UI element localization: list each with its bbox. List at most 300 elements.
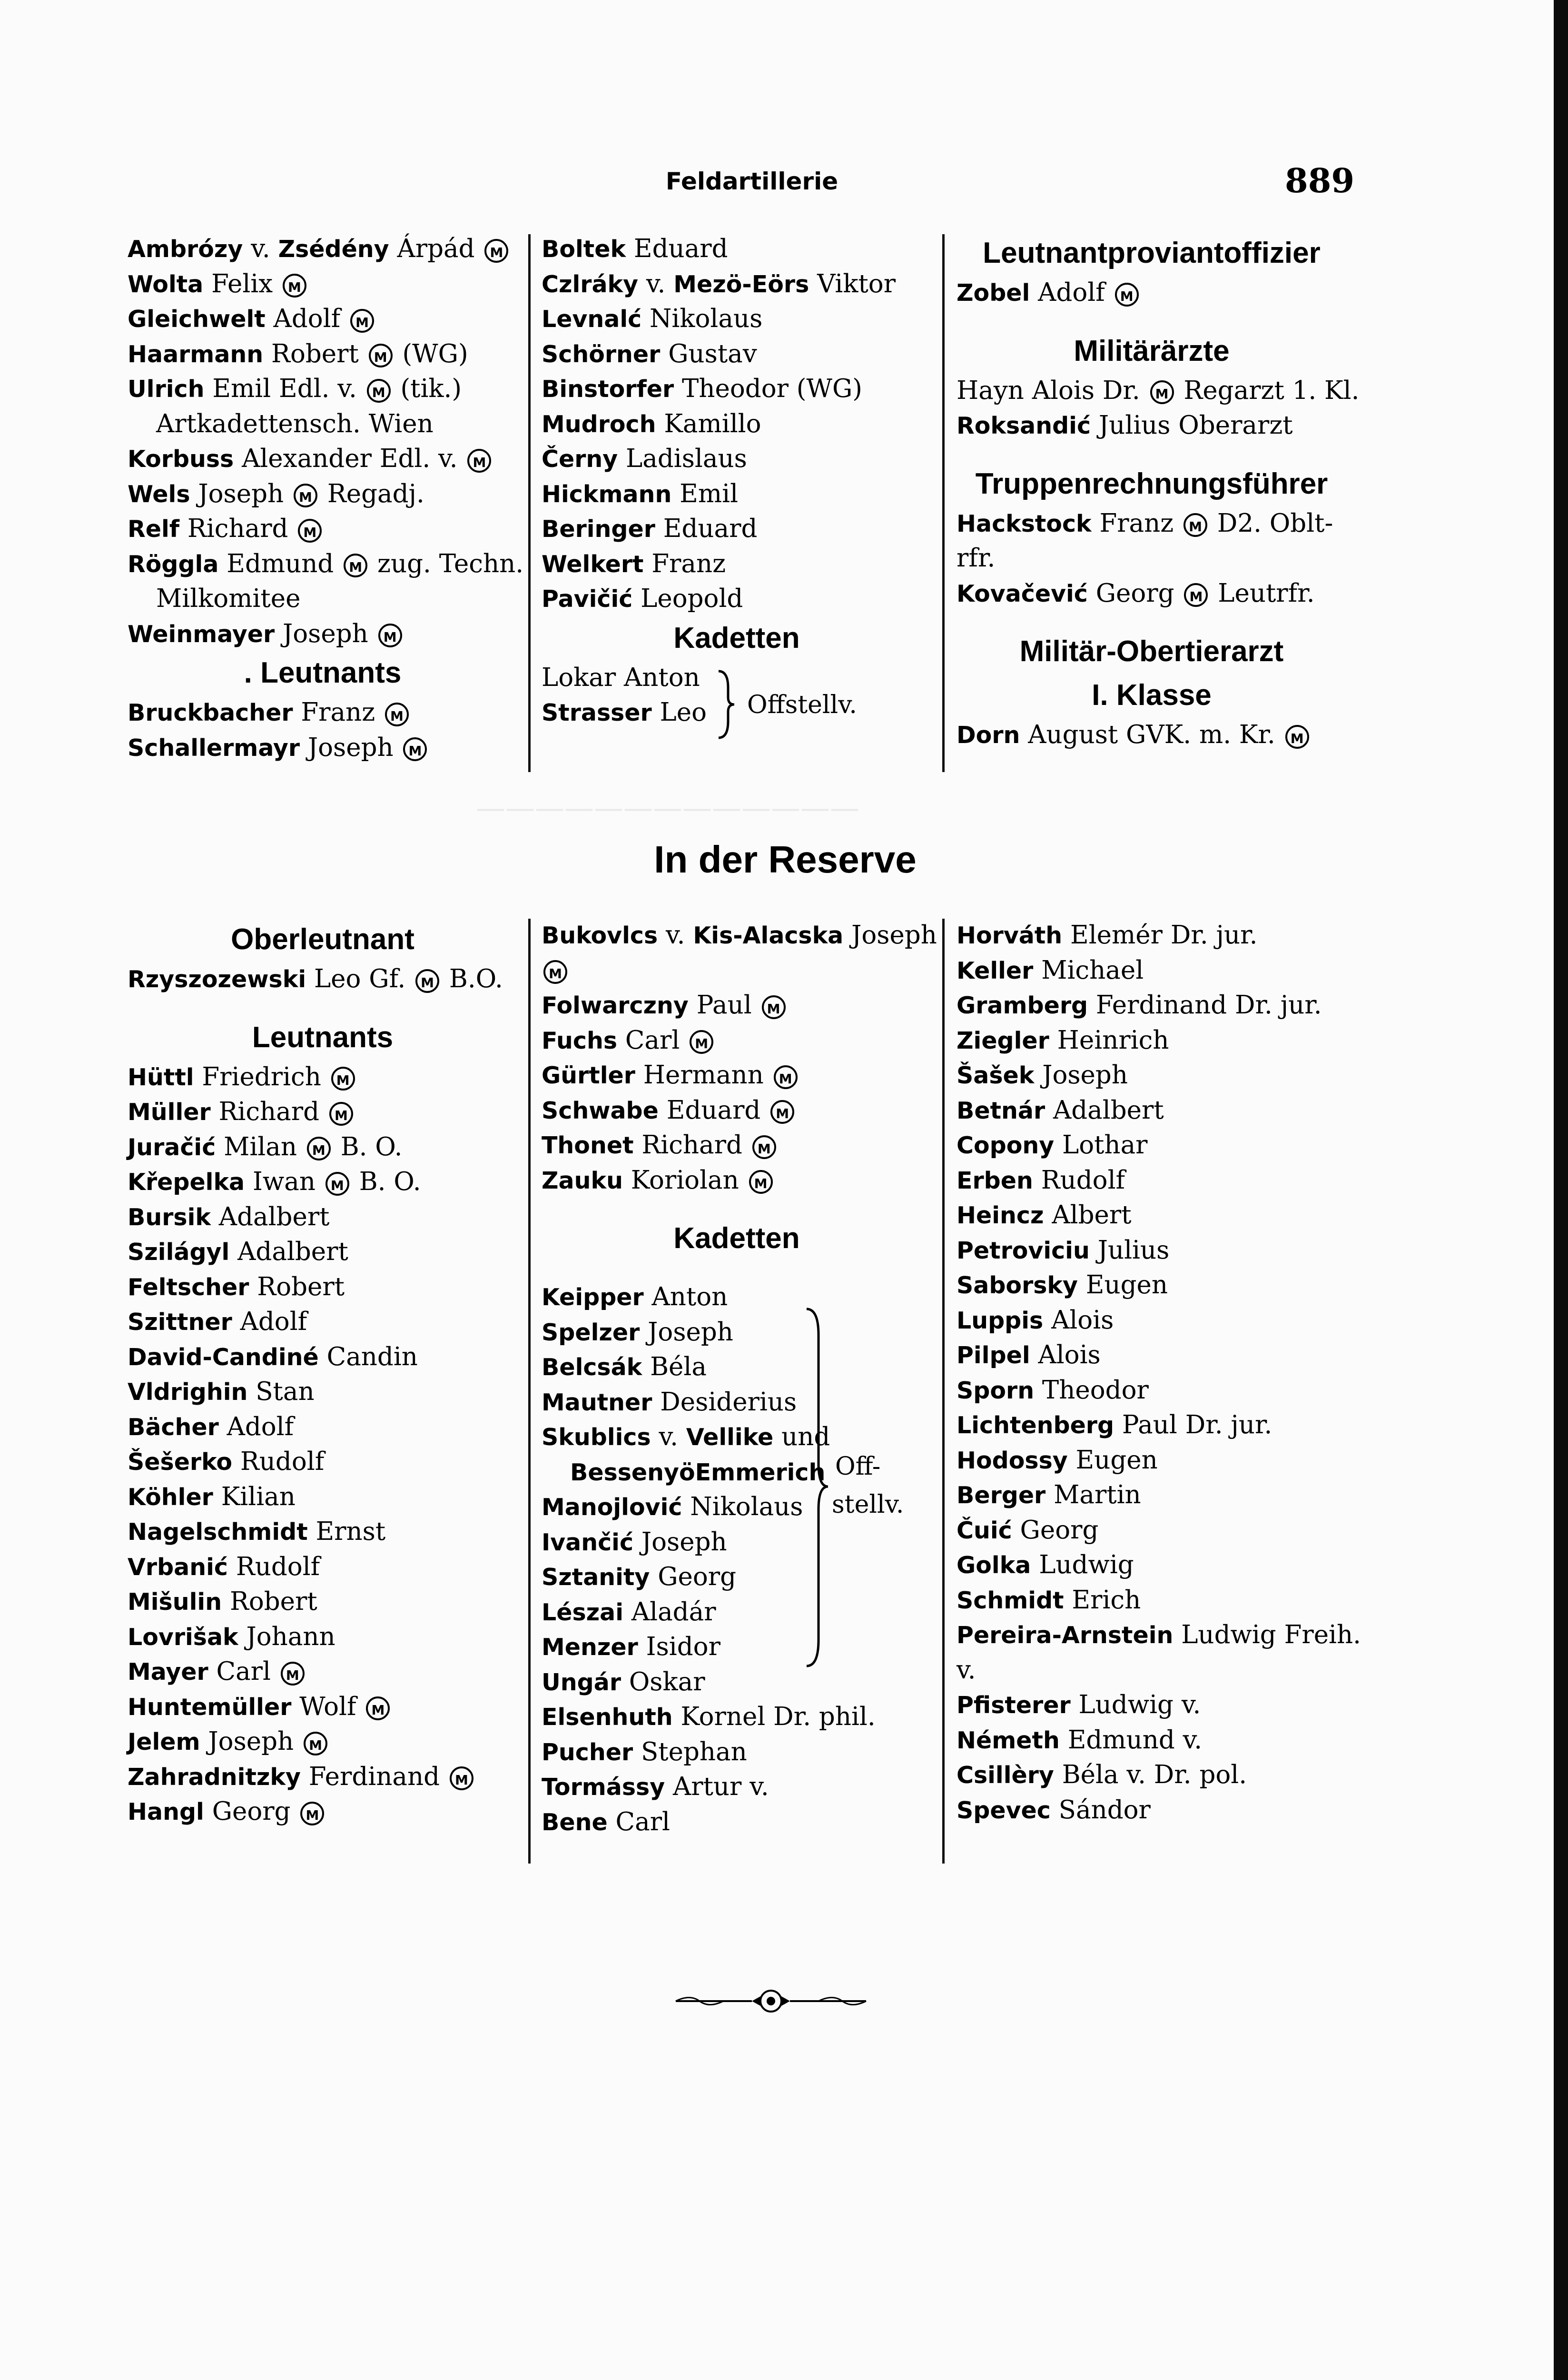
- roster-entry: [957, 1478, 1347, 1513]
- section-heading: Kadetten: [673, 621, 800, 654]
- name-text: Candin: [318, 1342, 418, 1371]
- surname: Korbuss: [128, 446, 234, 473]
- roster-entry: [128, 1514, 518, 1549]
- circled-m-icon: M: [690, 1030, 713, 1054]
- name-text: Ludwig Freih.: [1173, 1620, 1361, 1649]
- name-text: v.: [658, 921, 693, 950]
- name-text: Ferdinand Dr. jur.: [1088, 991, 1322, 1020]
- top-column-1: [128, 231, 524, 765]
- surname: Schmidt: [957, 1587, 1064, 1614]
- surname: Šašek: [957, 1062, 1035, 1089]
- surname: Huntemüller: [128, 1693, 292, 1721]
- surname: Wolta: [128, 270, 204, 298]
- circled-m-icon: M: [1183, 513, 1207, 537]
- roster-entry: [957, 1023, 1347, 1058]
- circled-m-icon: M: [367, 379, 391, 403]
- brace-icon: [804, 1307, 833, 1668]
- name-text: Edmund v.: [1059, 1725, 1203, 1755]
- roster-entry: [128, 1339, 518, 1375]
- roster-entry: [128, 1304, 518, 1339]
- roster-entry: [957, 1793, 1347, 1828]
- surname: Röggla: [128, 550, 219, 578]
- roster-entry: [128, 1759, 518, 1795]
- name-text: Paul: [688, 991, 760, 1020]
- name-text: Adolf: [232, 1307, 307, 1336]
- roster-entry: [957, 918, 1347, 953]
- surname: Bukovlcs: [542, 922, 658, 949]
- surname: Köhler: [128, 1483, 213, 1511]
- roster-entry: [542, 1163, 932, 1198]
- name-text: Theodor: [1034, 1375, 1149, 1405]
- rank-note: (tik.): [392, 374, 462, 403]
- circled-m-icon: M: [325, 1172, 349, 1196]
- surname: Ulrich: [128, 376, 205, 403]
- name-text: Felix: [203, 269, 281, 298]
- roster-entry: [542, 231, 932, 267]
- name-text: Joseph: [190, 479, 292, 508]
- roster-entry: [128, 301, 518, 337]
- surname: Lészai: [542, 1598, 624, 1626]
- roster-entry: [128, 1374, 518, 1409]
- name-text: Eduard: [626, 234, 728, 263]
- circled-m-icon: M: [298, 519, 322, 543]
- circled-m-icon: M: [350, 309, 374, 333]
- surname: Thonet: [542, 1132, 634, 1159]
- name-text: Ludwig: [1031, 1550, 1134, 1579]
- roster-entry: [957, 1617, 1361, 1653]
- roster-entry: [542, 1058, 932, 1093]
- name-text: Richard: [179, 514, 296, 543]
- rank-note: B. O.: [332, 1132, 403, 1161]
- circled-m-icon: M: [304, 1732, 327, 1755]
- name-text: Robert: [249, 1272, 345, 1301]
- roster-entry: [957, 541, 1347, 576]
- name-text: Joseph: [633, 1527, 727, 1557]
- name-text: Adolf: [218, 1412, 294, 1441]
- roster-entry: [128, 1409, 518, 1445]
- spacer: [957, 443, 1347, 462]
- roster-entry: [542, 1699, 932, 1735]
- section-heading: Leutnants: [252, 1021, 394, 1054]
- roster-entry: [128, 1794, 518, 1829]
- surname: Rzyszozewski: [128, 966, 306, 993]
- surname: Belcsák: [542, 1354, 642, 1381]
- roster-entry: [957, 1513, 1347, 1548]
- circled-m-icon: M: [752, 1135, 776, 1159]
- name-text: Rudolf: [1033, 1165, 1125, 1195]
- circled-m-icon: M: [283, 274, 306, 298]
- name-text: Gustav: [660, 339, 757, 368]
- rank-note: Regarzt 1. Kl.: [1175, 376, 1360, 405]
- roster-entry: [957, 1723, 1347, 1758]
- name-text: Richard: [633, 1130, 750, 1160]
- surname: Jelem: [128, 1728, 200, 1755]
- running-head: Feldartillerie: [665, 168, 838, 195]
- roster-entry: [542, 371, 932, 407]
- column-rule: [528, 234, 531, 772]
- name-text: v.: [638, 269, 674, 298]
- name-text: Hermann: [635, 1061, 772, 1090]
- roster-entry: [957, 506, 1347, 541]
- name-text: Martin: [1045, 1480, 1141, 1509]
- circled-m-icon: M: [1115, 283, 1139, 307]
- surname: Binstorfer: [542, 376, 674, 403]
- name-text: Oskar: [621, 1667, 705, 1696]
- roster-entry: [957, 1163, 1347, 1198]
- surname: Lichtenberg: [957, 1412, 1114, 1439]
- name-text: Heinrich: [1049, 1025, 1169, 1055]
- name-text: Milkomitee: [156, 584, 301, 613]
- surname: Zobel: [957, 279, 1030, 307]
- name-text: Stan: [247, 1377, 315, 1406]
- roster-entry: [128, 581, 518, 616]
- name-text: Eduard: [658, 1095, 769, 1125]
- name-text: Nikolaus: [641, 304, 763, 333]
- brace-label: Off-: [835, 1452, 881, 1481]
- surname: Elsenhuth: [542, 1704, 673, 1731]
- name-text: Béla: [642, 1352, 707, 1381]
- name-text: Lothar: [1054, 1130, 1148, 1160]
- section-title-reserve: In der Reserve: [654, 838, 917, 881]
- scan-edge-right: [1554, 0, 1568, 2380]
- surname: Csillèry: [957, 1762, 1054, 1789]
- name-text: Ladislaus: [618, 444, 747, 473]
- roster-entry: [542, 301, 932, 337]
- surname: Strasser: [542, 699, 652, 726]
- roster-entry: [957, 1583, 1347, 1618]
- name-text: Johann: [238, 1622, 335, 1651]
- rank-note: Leutrfr.: [1210, 578, 1315, 608]
- surname: Zauku: [542, 1167, 623, 1194]
- circled-m-icon: M: [344, 554, 367, 577]
- name-text: Robert: [263, 339, 367, 368]
- roster-entry: [128, 1094, 518, 1130]
- name-text: Kamillo: [656, 409, 761, 438]
- name-text: Paul Dr. jur.: [1114, 1410, 1272, 1439]
- name-text: Rudolf: [232, 1447, 325, 1476]
- name-text: Edmund: [218, 549, 342, 578]
- roster-entry: [542, 1595, 932, 1630]
- surname: Betnár: [957, 1097, 1045, 1124]
- surname: Hangl: [128, 1798, 204, 1825]
- roster-entry: [957, 373, 1360, 408]
- roster-entry: [957, 408, 1347, 443]
- name-text: Carl: [208, 1657, 279, 1686]
- roster-entry: [128, 1479, 518, 1515]
- surname: Spelzer: [542, 1319, 640, 1346]
- circled-m-icon: M: [762, 995, 786, 1019]
- roster-entry: [128, 1724, 518, 1759]
- name-text: Eugen: [1077, 1270, 1168, 1299]
- name-text: Erich: [1064, 1585, 1141, 1615]
- section-heading: Oberleutnant: [231, 923, 414, 956]
- surname: Mezö-Eörs: [673, 270, 809, 298]
- rank-note: D2. Oblt-: [1209, 508, 1333, 538]
- roster-entry: [128, 371, 518, 407]
- bottom-column-2: [542, 918, 937, 1839]
- name-text: Elemér Dr. jur.: [1062, 921, 1258, 950]
- name-text: August GVK. m. Kr.: [1020, 720, 1283, 749]
- name-text: v.: [243, 234, 278, 263]
- name-text: Ferdinand: [300, 1762, 448, 1791]
- circled-m-icon: M: [403, 737, 427, 761]
- surname: Welkert: [542, 550, 644, 578]
- roster-entry: [957, 1093, 1347, 1128]
- name-text: v.: [651, 1422, 686, 1451]
- roster-entry: [957, 1198, 1347, 1233]
- roster-entry: [542, 953, 932, 988]
- roster-entry: [128, 267, 518, 302]
- roster-entry: [128, 1060, 518, 1095]
- name-text: rfr.: [957, 544, 996, 573]
- surname: Pilpel: [957, 1342, 1030, 1369]
- name-text: Leo Gf.: [306, 964, 414, 993]
- roster-entry: [128, 1584, 518, 1619]
- circled-m-icon: M: [329, 1102, 353, 1126]
- circled-m-icon: M: [366, 1696, 390, 1720]
- surname: Ivančić: [542, 1528, 634, 1556]
- surname: Levnalć: [542, 306, 642, 333]
- column-rule: [528, 919, 531, 1864]
- surname: Erben: [957, 1167, 1033, 1194]
- surname: Vldrighin: [128, 1378, 248, 1406]
- surname: Németh: [957, 1726, 1060, 1754]
- roster-entry: [542, 407, 932, 442]
- surname: BessenyöEmmerich: [570, 1458, 826, 1486]
- spacer: [957, 611, 1347, 630]
- roster-entry: [957, 576, 1347, 611]
- name-text: Joseph: [843, 921, 937, 950]
- name-text: Joseph: [200, 1727, 302, 1756]
- name-text: Adalbert: [1045, 1095, 1164, 1125]
- surname: Křepelka: [128, 1169, 245, 1196]
- roster-entry: [128, 616, 518, 652]
- name-text: Julius Oberarzt: [1091, 411, 1293, 440]
- surname: Copony: [957, 1132, 1055, 1159]
- section-heading: Truppenrechnungsführer: [975, 467, 1328, 500]
- name-text: Carl: [607, 1807, 670, 1836]
- roster-entry: [542, 660, 932, 695]
- roster-entry: [542, 1629, 932, 1665]
- surname: Bächer: [128, 1413, 219, 1441]
- name-text: Kornel Dr. phil.: [672, 1702, 876, 1731]
- name-text: Carl: [617, 1025, 688, 1055]
- surname: Horváth: [957, 922, 1063, 949]
- name-text: Stephan: [633, 1737, 747, 1766]
- roster-entry: [128, 511, 518, 546]
- name-text: Adolf: [265, 304, 349, 333]
- name-text: Michael: [1033, 955, 1144, 985]
- rank-note: Regadj.: [319, 479, 424, 508]
- roster-entry: [542, 441, 932, 476]
- name-text: Kilian: [213, 1482, 296, 1511]
- name-text: Leopold: [632, 584, 743, 613]
- surname: Schallermayr: [128, 734, 300, 762]
- surname: Mišulin: [128, 1588, 222, 1616]
- circled-m-icon: M: [749, 1170, 773, 1194]
- name-text: Árpád: [389, 234, 483, 263]
- surname: Spevec: [957, 1796, 1051, 1824]
- surname: Vellike: [686, 1424, 774, 1451]
- roster-entry: [128, 407, 518, 442]
- roster-entry: [128, 1619, 518, 1655]
- name-text: v.: [957, 1655, 976, 1685]
- name-text: Emil Edl. v.: [204, 374, 365, 403]
- name-text: Béla v. Dr. pol.: [1054, 1760, 1247, 1789]
- name-text: Alois: [1030, 1340, 1101, 1369]
- roster-entry: [957, 1408, 1347, 1443]
- bleed-through: —————————————: [476, 790, 859, 825]
- roster-entry: [957, 1338, 1347, 1373]
- name-text: Joseph: [640, 1317, 733, 1347]
- surname: Kovačević: [957, 580, 1088, 607]
- circled-m-icon: M: [484, 239, 508, 263]
- circled-m-icon: M: [450, 1766, 473, 1790]
- page-number: 889: [1285, 161, 1355, 200]
- circled-m-icon: M: [1285, 725, 1309, 749]
- roster-entry: [542, 1279, 932, 1315]
- roster-entry: [542, 546, 932, 582]
- roster-entry: [128, 1164, 518, 1200]
- roster-entry: [542, 1128, 932, 1163]
- name-text: Artkadettensch. Wien: [156, 409, 434, 438]
- name-text: Isidor: [638, 1632, 720, 1661]
- bottom-column-1: [128, 918, 518, 1829]
- top-column-3: [957, 231, 1360, 753]
- surname: Pavičić: [542, 585, 633, 613]
- surname: Mayer: [128, 1658, 208, 1686]
- name-text: Franz: [643, 549, 726, 578]
- name-text: Rudolf: [227, 1552, 320, 1581]
- circled-m-icon: M: [415, 969, 439, 993]
- brace-label: stellv.: [832, 1490, 904, 1519]
- name-text: Aladár: [623, 1597, 716, 1626]
- surname: Černy: [542, 446, 618, 473]
- surname: Gleichwelt: [128, 306, 266, 333]
- roster-entry: [542, 1735, 932, 1770]
- roster-entry: [542, 988, 932, 1023]
- surname: Sporn: [957, 1377, 1035, 1404]
- section-heading: Militär-Obertierarzt: [1019, 635, 1284, 668]
- surname: Keipper: [542, 1284, 644, 1311]
- surname: Pereira-Arnstein: [957, 1622, 1174, 1649]
- roster-entry: [542, 1023, 932, 1058]
- roster-entry: [128, 1269, 518, 1305]
- surname: Šešerko: [128, 1448, 233, 1476]
- circled-m-icon: M: [369, 344, 393, 367]
- name-text: Wolf: [291, 1692, 365, 1721]
- surname: Schwabe: [542, 1097, 659, 1124]
- name-text: Sándor: [1050, 1795, 1151, 1825]
- circled-m-icon: M: [770, 1100, 794, 1124]
- surname: Bursik: [128, 1203, 211, 1231]
- roster-entry: [128, 1444, 518, 1479]
- roster-entry: [542, 695, 932, 730]
- circled-m-icon: M: [385, 703, 409, 726]
- circled-m-icon: M: [307, 1137, 331, 1160]
- surname: Sztanity: [542, 1564, 650, 1591]
- roster-entry: [542, 267, 932, 302]
- roster-entry: [542, 1385, 932, 1420]
- surname: Saborsky: [957, 1272, 1078, 1299]
- surname: Nagelschmidt: [128, 1518, 308, 1546]
- name-text: Franz: [1091, 508, 1182, 538]
- rank-note: B.O.: [441, 964, 503, 993]
- name-text: Nikolaus: [682, 1492, 803, 1521]
- surname: Gürtler: [542, 1062, 635, 1089]
- surname: Fuchs: [542, 1027, 618, 1054]
- roster-entry: [128, 1130, 518, 1165]
- name-text: Leo: [651, 698, 707, 727]
- brace-label: Offstellv.: [747, 691, 857, 719]
- roster-entry: [128, 730, 518, 765]
- name-text: und: [773, 1422, 830, 1451]
- surname: Keller: [957, 957, 1034, 984]
- section-heading: . Leutnants: [244, 656, 402, 689]
- surname: Bruckbacher: [128, 699, 293, 726]
- roster-entry: [957, 1653, 1347, 1688]
- roster-entry: [957, 953, 1347, 988]
- roster-entry: [128, 695, 518, 730]
- surname: Ambrózy: [128, 236, 243, 263]
- roster-entry: [542, 1349, 932, 1385]
- name-text: Alexander Edl. v.: [234, 444, 466, 473]
- surname: Hüttl: [128, 1063, 194, 1091]
- roster-entry: [128, 1200, 518, 1235]
- surname: Wels: [128, 480, 190, 508]
- rank-note: (WG): [394, 339, 468, 368]
- roster-entry: [542, 1525, 932, 1560]
- surname: Luppis: [957, 1307, 1044, 1334]
- surname: Weinmayer: [128, 620, 275, 648]
- surname: Haarmann: [128, 340, 264, 368]
- surname: Skublics: [542, 1424, 651, 1451]
- circled-m-icon: M: [294, 484, 317, 507]
- roster-entry: [542, 1559, 932, 1595]
- roster-entry: [542, 337, 932, 372]
- roster-entry: [957, 1268, 1347, 1303]
- ornament-rule-icon: [671, 1987, 871, 2015]
- section-heading: Leutnantproviantoffizier: [983, 237, 1321, 269]
- surname: Hackstock: [957, 510, 1092, 537]
- surname: Gramberg: [957, 992, 1088, 1019]
- surname: Zsédény: [278, 236, 389, 263]
- surname: Czlráky: [542, 270, 639, 298]
- name-text: Ernst: [307, 1517, 386, 1546]
- bottom-column-3: [957, 918, 1361, 1827]
- name-text: Emil: [671, 479, 739, 508]
- circled-m-icon: M: [378, 624, 402, 647]
- roster-entry: [957, 1373, 1347, 1408]
- surname: Roksandić: [957, 412, 1091, 439]
- name-text: Franz: [293, 698, 383, 727]
- top-column-2: [542, 231, 932, 730]
- roster-entry: [542, 918, 937, 953]
- circled-m-icon: M: [467, 449, 491, 473]
- roster-entry: [957, 1233, 1347, 1268]
- spacer: [542, 1260, 932, 1279]
- name-text: Joseph: [275, 619, 376, 648]
- name-text: Joseph: [1034, 1061, 1128, 1090]
- roster-entry: [128, 1689, 518, 1725]
- roster-entry: [128, 337, 518, 372]
- name-text: Albert: [1044, 1200, 1132, 1230]
- name-text: Hayn Alois Dr.: [957, 376, 1148, 405]
- roster-entry: [542, 1315, 932, 1350]
- brace-icon: [716, 669, 735, 740]
- name-text: Robert: [222, 1587, 317, 1616]
- roster-entry: [128, 1549, 518, 1585]
